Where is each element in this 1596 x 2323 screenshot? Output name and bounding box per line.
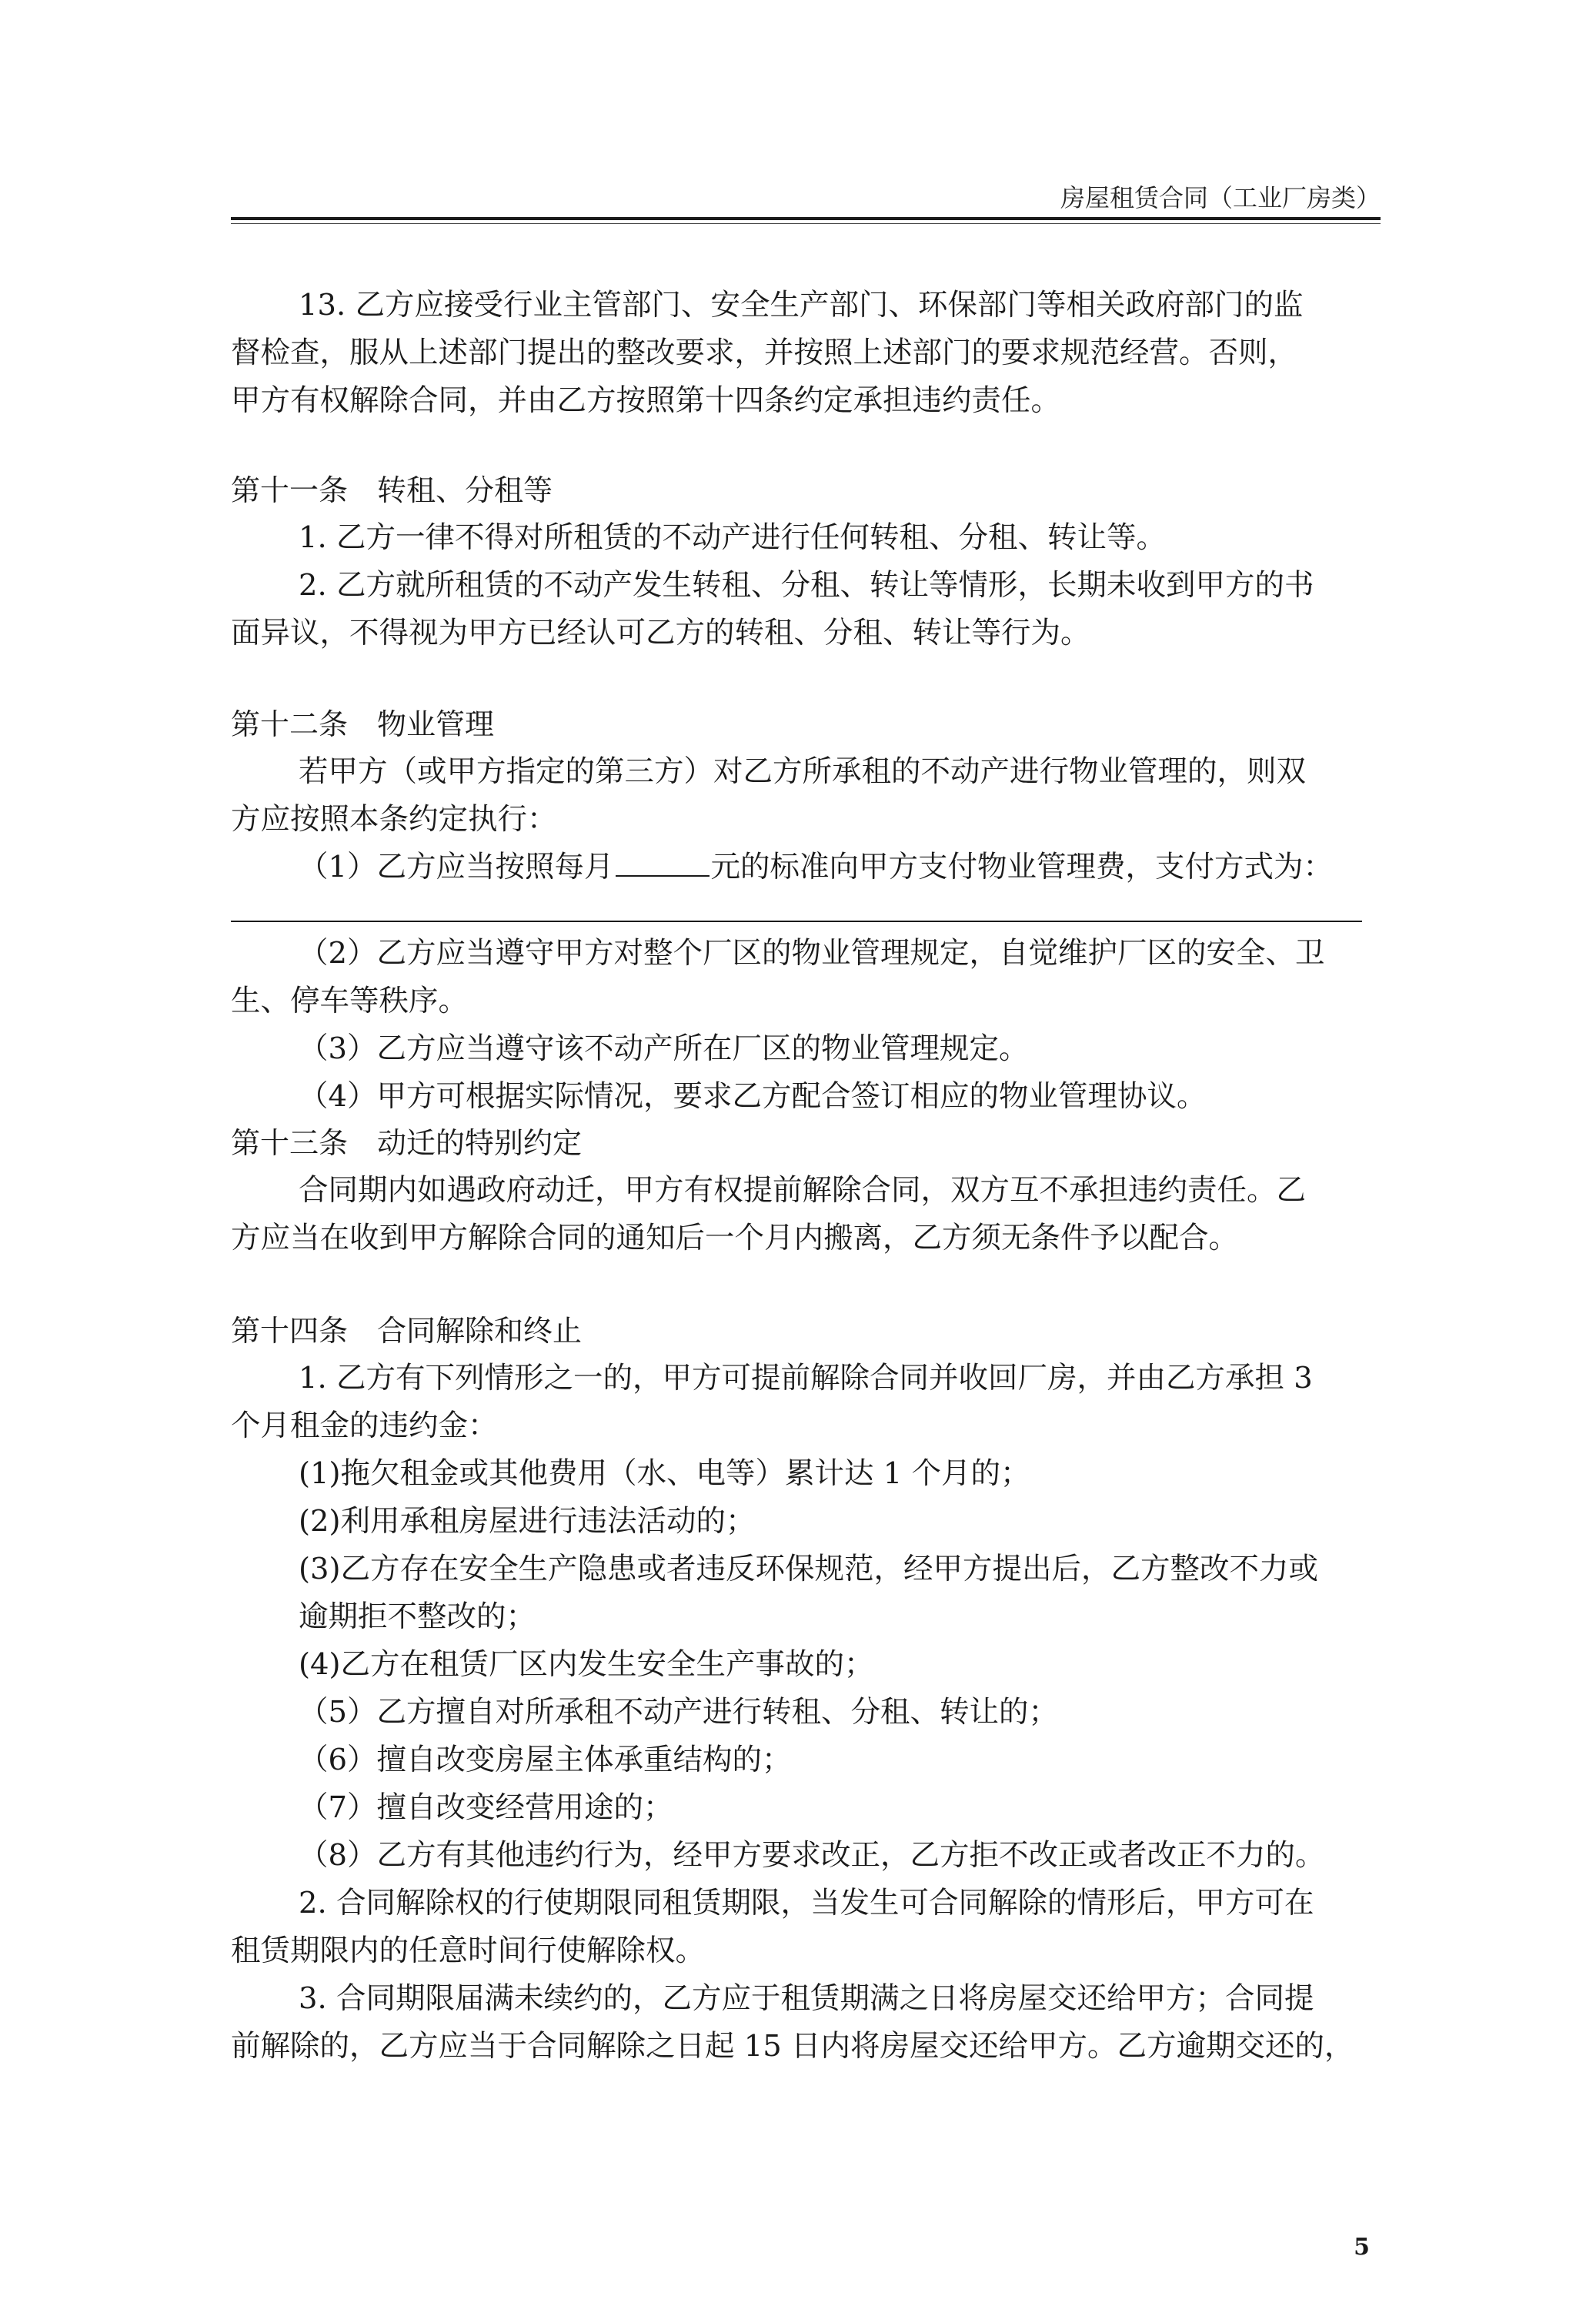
- text-line: 个月租金的违约金：: [231, 1409, 498, 1443]
- text-line: 生、停车等秩序。: [231, 984, 469, 1018]
- list-item: （8）乙方有其他违约行为，经甲方要求改正，乙方拒不改正或者改正不力的。: [299, 1838, 1325, 1873]
- text-line: 前解除的，乙方应当于合同解除之日起 15 日内将房屋交还给甲方。乙方逾期交还的，: [231, 2029, 1354, 2064]
- list-item: (3)乙方存在安全生产隐患或者违反环保规范，经甲方提出后，乙方整改不力或: [299, 1552, 1319, 1586]
- list-item: （6）擅自改变房屋主体承重结构的；: [299, 1743, 792, 1777]
- text-segment: （1）乙方应当按照每月: [299, 850, 614, 884]
- text-line: 13. 乙方应接受行业主管部门、安全生产部门、环保部门等相关政府部门的监: [299, 288, 1304, 323]
- text-line: 合同期内如遇政府动迁，甲方有权提前解除合同，双方互不承担违约责任。乙: [299, 1173, 1307, 1208]
- text-line: 租赁期限内的任意时间行使解除权。: [231, 1934, 706, 1968]
- page-number: 5: [1354, 2234, 1370, 2261]
- list-item: （5）乙方擅自对所承租不动产进行转租、分租、转让的；: [299, 1695, 1058, 1730]
- section-heading: 第十一条 转租、分租等: [231, 473, 553, 507]
- text-line: 面异议，不得视为甲方已经认可乙方的转租、分租、转让等行为。: [231, 616, 1090, 650]
- text-line: 2. 乙方就所租赁的不动产发生转租、分租、转让等情形，长期未收到甲方的书: [299, 568, 1314, 603]
- text-line: 方应当在收到甲方解除合同的通知后一个月内搬离，乙方须无条件予以配合。: [231, 1221, 1239, 1255]
- list-item: （7）擅自改变经营用途的；: [299, 1790, 673, 1825]
- section-heading: 第十三条 动迁的特别约定: [231, 1126, 583, 1160]
- text-line: 3. 合同期限届满未续约的，乙方应于租赁期满之日将房屋交还给甲方；合同提: [299, 1981, 1314, 2016]
- header-title: 房屋租赁合同（工业厂房类）: [1060, 183, 1381, 212]
- list-item: (1)拖欠租金或其他费用（水、电等）累计达 1 个月的；: [299, 1456, 1030, 1491]
- text-line: 1. 乙方一律不得对所租赁的不动产进行任何转租、分租、转让等。: [299, 520, 1166, 555]
- list-item: (2)利用承租房屋进行违法活动的；: [299, 1504, 756, 1539]
- text-line: （4）甲方可根据实际情况，要求乙方配合签订相应的物业管理协议。: [299, 1079, 1207, 1114]
- text-line: 2. 合同解除权的行使期限同租赁期限，当发生可合同解除的情形后，甲方可在: [299, 1886, 1314, 1920]
- text-line-with-blank: [299, 845, 1385, 890]
- text-line: 甲方有权解除合同，并由乙方按照第十四条约定承担违约责任。: [231, 383, 1061, 418]
- header-rule-thin: [231, 223, 1381, 224]
- section-heading: 第十二条 物业管理: [231, 707, 495, 741]
- text-line: （2）乙方应当遵守甲方对整个厂区的物业管理规定，自觉维护厂区的安全、卫: [299, 936, 1325, 971]
- header-rule: [231, 217, 1381, 220]
- text-line: 督检查，服从上述部门提出的整改要求，并按照上述部门的要求规范经营。否则，: [231, 336, 1298, 370]
- section-heading: 第十四条 合同解除和终止: [231, 1314, 583, 1348]
- fill-in-blank: [616, 849, 710, 877]
- text-line: 1. 乙方有下列情形之一的，甲方可提前解除合同并收回厂房，并由乙方承担 3: [299, 1361, 1313, 1395]
- text-line: （3）乙方应当遵守该不动产所在厂区的物业管理规定。: [299, 1031, 1029, 1066]
- fill-in-line: [231, 921, 1362, 922]
- text-line: 逾期拒不整改的；: [299, 1599, 536, 1634]
- text-line: 若甲方（或甲方指定的第三方）对乙方所承租的不动产进行物业管理的，则双: [299, 754, 1307, 789]
- text-segment: 元的标准向甲方支付物业管理费，支付方式为：: [710, 850, 1334, 884]
- text-line: 方应按照本条约定执行：: [231, 802, 557, 837]
- list-item: (4)乙方在租赁厂区内发生安全生产事故的；: [299, 1647, 874, 1682]
